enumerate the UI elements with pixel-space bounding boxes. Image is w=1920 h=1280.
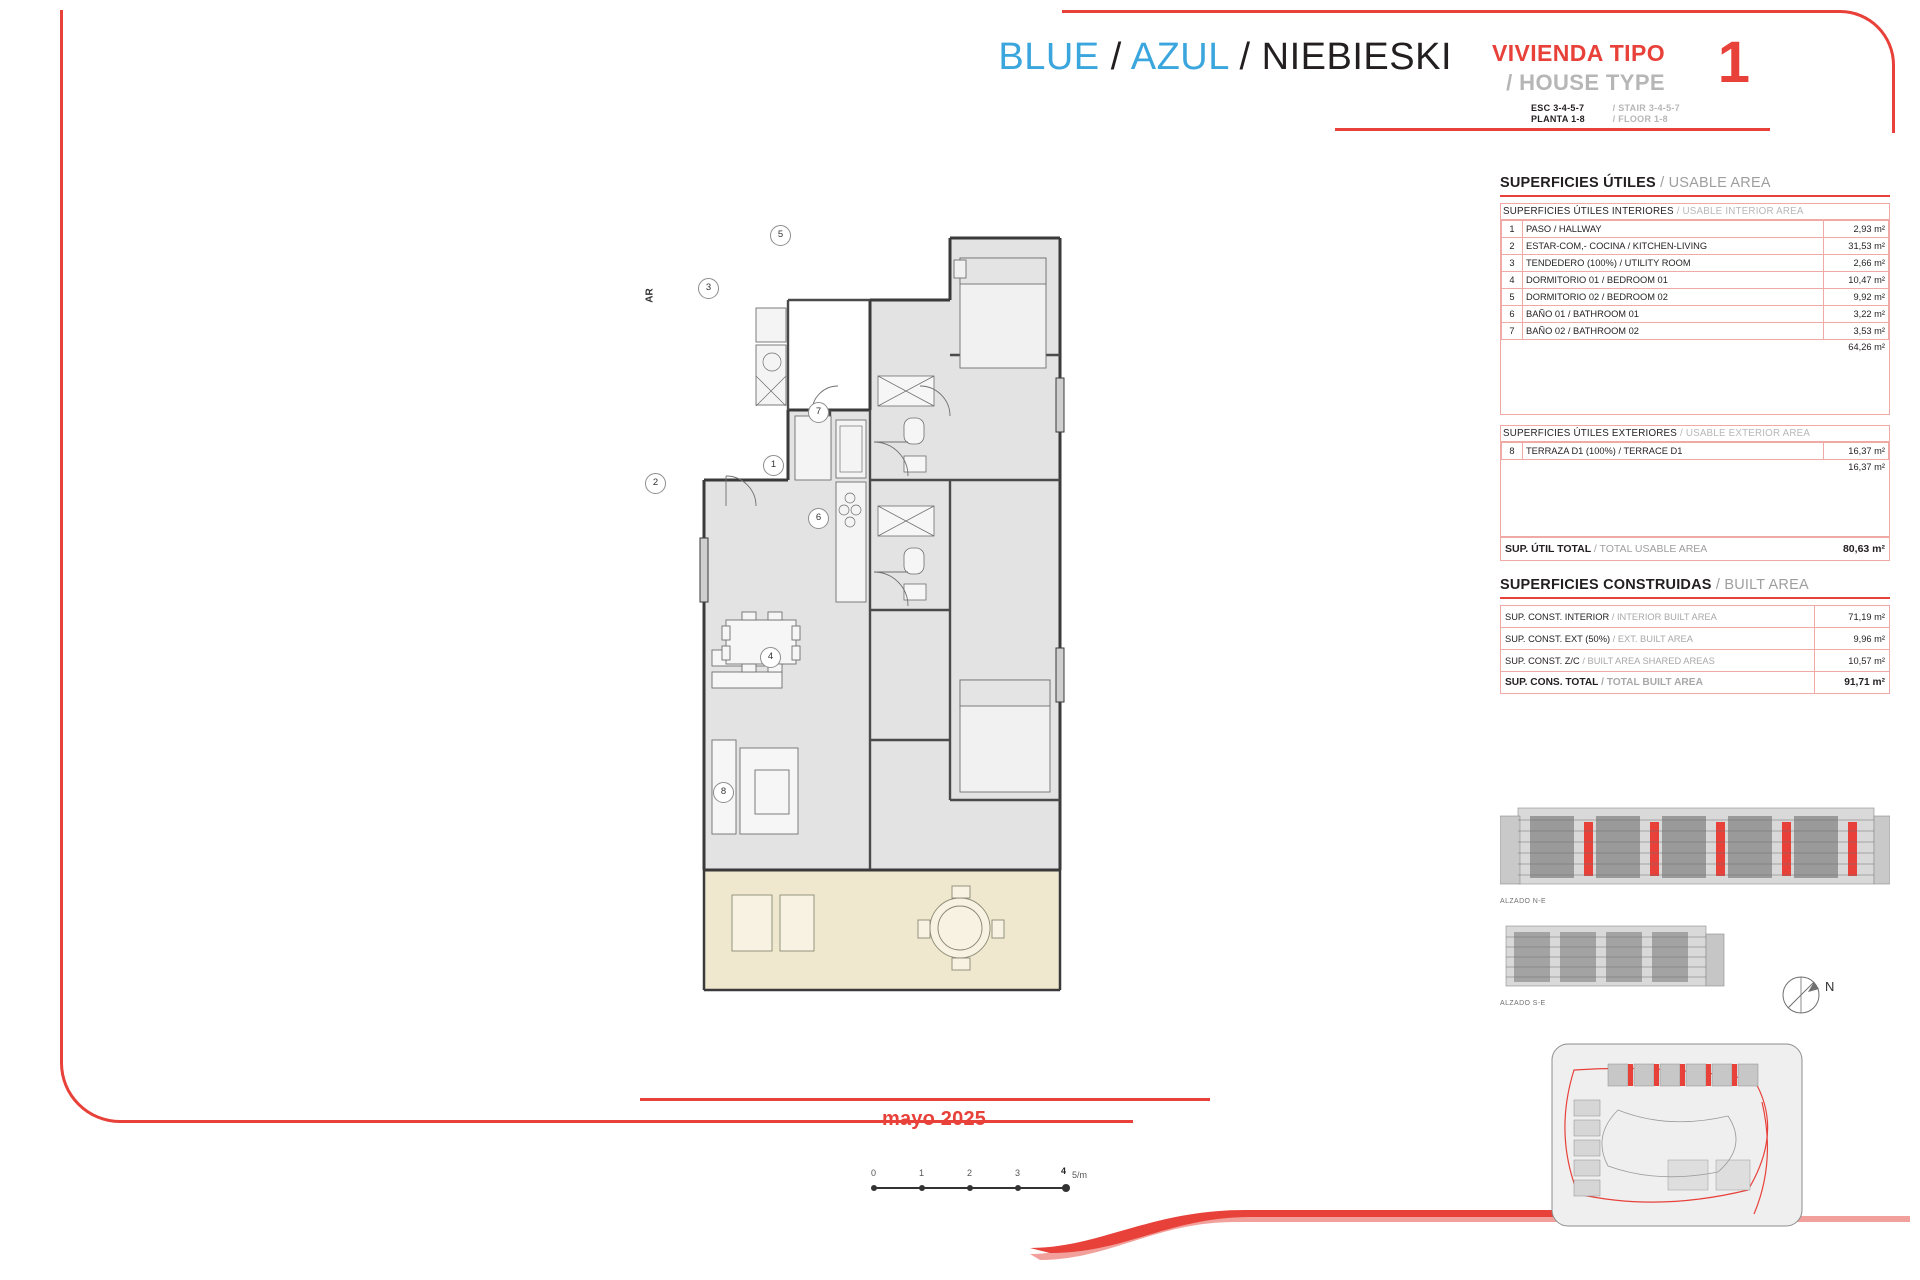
table-row [1502,443,1889,460]
usable-exterior-box [1500,425,1890,537]
spacer-block [1501,354,1889,414]
row-value: 10,57 m² [1815,650,1890,672]
elevation-se-caption: ALZADO S-E [1500,1000,1546,1007]
row-area: 2,93 m² [1824,221,1889,238]
table-row [1501,650,1890,672]
row-index: 7 [1502,323,1523,340]
usable-interior-table [1501,220,1889,340]
title-niebieski: NIEBIESKI [1261,36,1452,78]
row-label [1501,606,1815,628]
usable-area-rule [1500,195,1890,197]
row-area: 3,53 m² [1824,323,1889,340]
title-underline [1335,128,1770,131]
built-area-heading [1500,577,1890,593]
floor-plan-drawing [660,180,1090,1040]
scale-bar [870,1166,1100,1210]
stair-floor-en [1613,103,1680,125]
apartment-floor-plan [644,180,1090,1040]
vivienda-tipo-label: VIVIENDA TIPO [1491,40,1665,66]
row-index: 5 [1502,289,1523,306]
date-rule [640,1098,1210,1101]
usable-exterior-subheading-es: SUPERFICIES ÚTILES EXTERIORES [1503,428,1678,439]
row-index: 8 [1502,443,1523,460]
usable-area-heading-en: / USABLE AREA [1660,175,1771,191]
elevation-ne-drawing [1500,800,1890,890]
row-area: 2,66 m² [1824,255,1889,272]
elevation-ne-caption: ALZADO N-E [1500,898,1547,905]
total-built-label-en: / TOTAL BUILT AREA [1601,677,1703,688]
usable-exterior-table [1501,442,1889,460]
row-name: DORMITORIO 01 / BEDROOM 01 [1523,272,1824,289]
row-label-en: / INTERIOR BUILT AREA [1611,611,1717,622]
row-index: 1 [1502,221,1523,238]
total-usable-value: 80,63 m² [1842,543,1885,555]
table-row-total [1501,672,1890,694]
built-area-heading-es: SUPERFICIES CONSTRUIDAS [1500,577,1712,593]
usable-exterior-subheading [1501,426,1889,442]
page-title [998,36,1452,79]
usable-interior-subheading-en: / USABLE INTERIOR AREA [1676,206,1804,217]
table-row [1502,289,1889,306]
room-marker-3: 3 [698,278,719,299]
row-area: 3,22 m² [1824,306,1889,323]
room-marker-6: 6 [808,508,829,529]
total-usable-label [1505,543,1707,555]
planta-es: PLANTA 1-8 [1530,114,1585,124]
elevation-ne [1500,800,1890,905]
row-area: 10,47 m² [1824,272,1889,289]
usable-interior-box [1500,203,1890,415]
room-marker-1: 1 [763,455,784,476]
room-marker-2: 2 [645,473,666,494]
row-index: 3 [1502,255,1523,272]
elevation-se [1500,920,1740,1007]
title-blue: BLUE [998,36,1100,78]
table-row [1501,628,1890,650]
house-type-number: 1 [1717,30,1750,95]
row-name: BAÑO 01 / BATHROOM 01 [1523,306,1824,323]
row-index: 2 [1502,238,1523,255]
built-area-rule [1500,597,1890,599]
usable-exterior-subheading-en: / USABLE EXTERIOR AREA [1679,428,1811,439]
svg-text:N: N [1825,979,1835,994]
row-label-es: SUP. CONST. INTERIOR [1505,611,1610,622]
row-area: 9,92 m² [1824,289,1889,306]
scale-tick-2: 2 [967,1168,973,1178]
appliance-label-ar: AR [644,288,656,303]
row-label-es: SUP. CONST. Z/C [1505,655,1580,666]
row-name: TENDEDERO (100%) / UTILITY ROOM [1523,255,1824,272]
usable-interior-subheading [1501,204,1889,220]
scale-tick-0: 0 [871,1168,877,1178]
built-area-table [1500,605,1890,694]
elevation-se-drawing [1500,920,1730,992]
row-area: 16,37 m² [1824,443,1889,460]
compass-icon [1775,965,1845,1025]
table-row [1501,606,1890,628]
site-plan-thumbnail [1548,1040,1808,1230]
usable-interior-total: 64,26 m² [1848,342,1885,352]
total-usable-label-es: SUP. ÚTIL TOTAL [1505,543,1591,555]
row-label [1501,650,1815,672]
row-value: 71,19 m² [1815,606,1890,628]
north-compass [1775,965,1845,1025]
row-name: PASO / HALLWAY [1523,221,1824,238]
row-label-en: / BUILT AREA SHARED AREAS [1582,655,1715,666]
room-marker-5: 5 [770,225,791,246]
built-area-heading-en: / BUILT AREA [1715,577,1809,593]
table-row [1502,255,1889,272]
scale-tick-4: 4 [1061,1166,1067,1176]
row-value: 9,96 m² [1815,628,1890,650]
house-type-label: / HOUSE TYPE [1506,70,1665,95]
row-name: ESTAR-COM,- COCINA / KITCHEN-LIVING [1523,238,1824,255]
row-index: 4 [1502,272,1523,289]
row-area: 31,53 m² [1824,238,1889,255]
scale-tick-3: 3 [1015,1168,1021,1178]
areas-panel [1500,175,1890,694]
total-built-value: 91,71 m² [1815,672,1890,694]
room-marker-7: 7 [808,402,829,423]
row-name: TERRAZA D1 (100%) / TERRACE D1 [1523,443,1824,460]
total-built-label [1501,672,1815,694]
scale-unit: 5/m [1072,1170,1088,1180]
scale-tick-1: 1 [919,1168,925,1178]
total-usable-area-row [1500,537,1890,561]
plan-date: mayo 2025 [882,1108,987,1130]
table-row [1502,221,1889,238]
row-index: 6 [1502,306,1523,323]
usable-area-heading-es: SUPERFICIES ÚTILES [1500,175,1656,191]
total-usable-label-en: / TOTAL USABLE AREA [1593,543,1708,555]
row-label [1501,628,1815,650]
room-marker-4: 4 [760,647,781,668]
row-label-es: SUP. CONST. EXT (50%) [1505,633,1611,644]
title-block [998,18,1770,124]
title-slash-1: / [1110,36,1122,78]
usable-exterior-total: 16,37 m² [1848,462,1885,472]
stair-floor-es [1531,103,1585,125]
table-row [1502,323,1889,340]
esc-en: / STAIR 3-4-5-7 [1612,103,1680,113]
usable-area-heading [1500,175,1890,191]
usable-interior-subheading-es: SUPERFICIES ÚTILES INTERIORES [1503,206,1674,217]
table-row [1502,306,1889,323]
row-name: BAÑO 02 / BATHROOM 02 [1523,323,1824,340]
esc-es: ESC 3-4-5-7 [1530,103,1585,113]
spacer-block [1501,474,1889,536]
title-slash-2: / [1239,36,1251,78]
title-azul: AZUL [1130,36,1229,78]
table-row [1502,272,1889,289]
room-marker-8: 8 [713,782,734,803]
table-row [1502,238,1889,255]
planta-en: / FLOOR 1-8 [1612,114,1668,124]
row-label-en: / EXT. BUILT AREA [1612,633,1693,644]
row-name: DORMITORIO 02 / BEDROOM 02 [1523,289,1824,306]
total-built-label-es: SUP. CONS. TOTAL [1505,677,1599,688]
